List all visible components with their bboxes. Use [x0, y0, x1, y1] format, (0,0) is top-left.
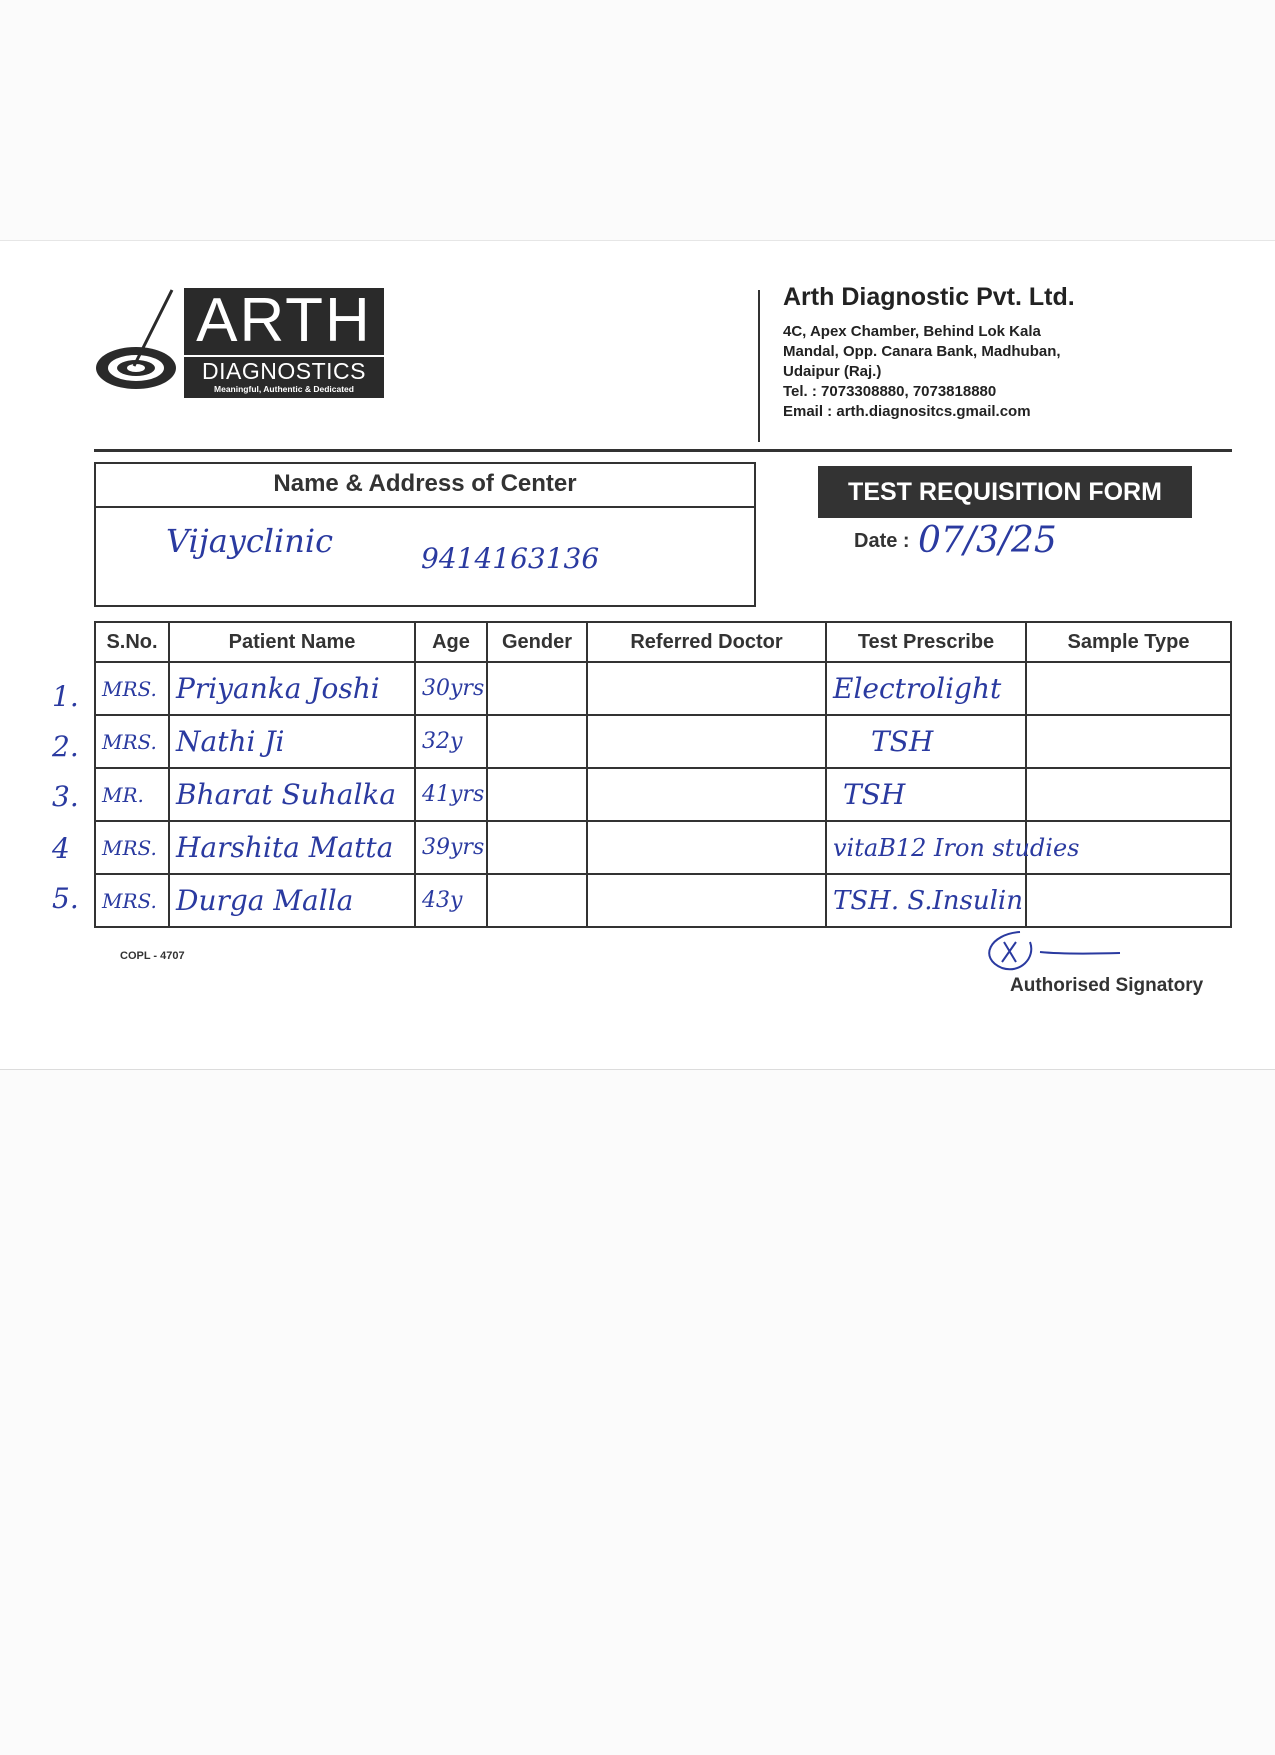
cell-patient-name: Priyanka Joshi [169, 662, 415, 715]
row-number: 4 [52, 832, 70, 865]
header-age: Age [415, 622, 487, 662]
header-gender: Gender [487, 622, 587, 662]
cell-age: 32y [415, 715, 487, 768]
cell-referred-doctor [587, 715, 826, 768]
address-line: 4C, Apex Chamber, Behind Lok Kala [783, 323, 1041, 340]
cell-test: Electrolight [826, 662, 1026, 715]
table-row [95, 768, 1231, 821]
cell-referred-doctor [587, 768, 826, 821]
cell-title: MRS. [95, 874, 169, 927]
company-address [783, 322, 1113, 422]
center-heading: Name & Address of Center [96, 464, 754, 508]
email-line: Email : arth.diagnositcs.gmail.com [783, 403, 1031, 420]
cell-test: TSH [826, 715, 1026, 768]
patient-table [94, 621, 1232, 928]
signature-mark [980, 928, 1124, 978]
cell-patient-name: Nathi Ji [169, 715, 415, 768]
cell-gender [487, 662, 587, 715]
cell-gender [487, 874, 587, 927]
cell-patient-name: Durga Malla [169, 874, 415, 927]
cell-patient-name: Bharat Suhalka [169, 768, 415, 821]
signatory-label: Authorised Signatory [1010, 975, 1204, 996]
cell-title: MR. [95, 768, 169, 821]
cell-title: MRS. [95, 662, 169, 715]
cell-test: vitaB12 Iron studies [826, 821, 1026, 874]
row-number: 3. [52, 780, 79, 813]
cell-gender [487, 821, 587, 874]
cell-gender [487, 768, 587, 821]
cell-referred-doctor [587, 662, 826, 715]
cell-age: 30yrs [415, 662, 487, 715]
address-line: Mandal, Opp. Canara Bank, Madhuban, [783, 343, 1061, 360]
cell-test: TSH. S.Insulin [826, 874, 1026, 927]
cell-test: TSH [826, 768, 1026, 821]
center-box [94, 462, 756, 607]
cell-age: 41yrs [415, 768, 487, 821]
table-row [95, 662, 1231, 715]
cell-referred-doctor [587, 821, 826, 874]
form-code: COPL - 4707 [120, 950, 185, 962]
header-rule [94, 449, 1232, 452]
cell-gender [487, 715, 587, 768]
center-phone-field: 9414163136 [421, 542, 600, 575]
header-sample-type: Sample Type [1026, 622, 1231, 662]
date-field: 07/3/25 [918, 520, 1057, 561]
row-number: 2. [52, 730, 79, 763]
header-patient-name: Patient Name [169, 622, 415, 662]
header-divider [758, 290, 760, 442]
brand-logo [184, 288, 384, 398]
company-name: Arth Diagnostic Pvt. Ltd. [783, 283, 1075, 311]
table-header-row [95, 622, 1231, 662]
cell-referred-doctor [587, 874, 826, 927]
cell-patient-name: Harshita Matta [169, 821, 415, 874]
cell-sample-type [1026, 874, 1231, 927]
row-number: 1. [52, 680, 79, 713]
header-referred-doctor: Referred Doctor [587, 622, 826, 662]
table-row [95, 821, 1231, 874]
row-number: 5. [52, 882, 79, 915]
cell-age: 43y [415, 874, 487, 927]
date-label: Date : [854, 530, 910, 552]
center-name-field: Vijayclinic [166, 522, 334, 560]
brand-subtitle: DIAGNOSTICS [184, 355, 384, 383]
cell-sample-type [1026, 715, 1231, 768]
header-sno: S.No. [95, 622, 169, 662]
cell-age: 39yrs [415, 821, 487, 874]
table-row [95, 874, 1231, 927]
cell-sample-type [1026, 768, 1231, 821]
form-title: TEST REQUISITION FORM [818, 466, 1192, 518]
cell-title: MRS. [95, 715, 169, 768]
brand-name: ARTH [196, 286, 372, 355]
cell-title: MRS. [95, 821, 169, 874]
cell-sample-type [1026, 662, 1231, 715]
brand-tagline: Meaningful, Authentic & Dedicated [214, 384, 354, 394]
header-test-prescribe: Test Prescribe [826, 622, 1026, 662]
phone-line: Tel. : 7073308880, 7073818880 [783, 383, 997, 400]
table-row [95, 715, 1231, 768]
address-line: Udaipur (Raj.) [783, 363, 882, 380]
